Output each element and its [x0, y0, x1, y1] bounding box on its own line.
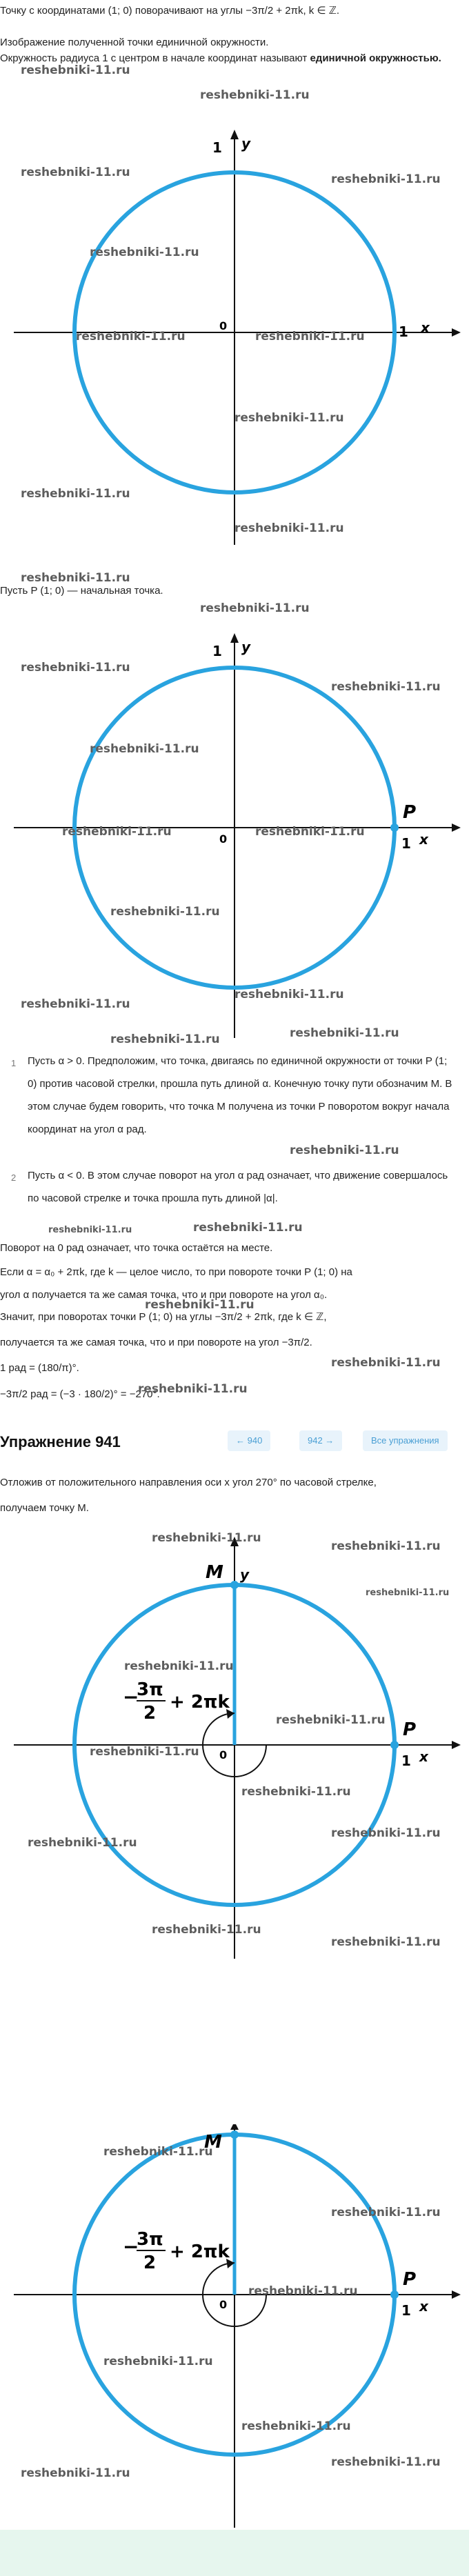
y-tick-one: 1 [212, 139, 222, 156]
watermark: reshebniki-11.ru [28, 1836, 137, 1850]
list-number: 1 [11, 1058, 17, 1068]
watermark: reshebniki-11.ru [193, 1221, 303, 1235]
point-M [230, 2130, 239, 2139]
next-exercise-button[interactable]: 942 → [299, 1430, 342, 1451]
y-axis-label: y [240, 1566, 250, 1583]
exercise-nav [0, 1428, 469, 1455]
watermark: reshebniki-11.ru [241, 1785, 351, 1799]
intro-line-1 [0, 3, 469, 19]
x-axis-arrow [452, 2290, 461, 2299]
x-axis-arrow [452, 823, 461, 832]
watermark: reshebniki-11.ru [103, 2145, 213, 2159]
watermark: reshebniki-11.ru [234, 411, 344, 425]
angle-minus: − [123, 2235, 139, 2258]
point-M-label: M [206, 1562, 223, 1583]
angle-numerator: 3π [137, 2229, 163, 2250]
watermark: reshebniki-11.ru [234, 988, 344, 1001]
x-tick-one: 1 [401, 835, 411, 852]
intro-line-3 [0, 50, 469, 66]
definition-term: единичной окружностью. [310, 52, 441, 64]
x-tick-one: 1 [401, 2302, 411, 2319]
watermark: reshebniki-11.ru [103, 2355, 213, 2368]
watermark: reshebniki-11.ru [255, 330, 365, 343]
prev-exercise-button[interactable]: ← 940 [228, 1430, 270, 1451]
watermark: reshebniki-11.ru [290, 1026, 399, 1040]
definition-text: Окружность радиуса 1 с центром в начале координат называют [0, 52, 310, 64]
watermark: reshebniki-11.ru [248, 2284, 358, 2298]
watermark: reshebniki-11.ru [110, 1032, 220, 1046]
x-axis-label: x [419, 1748, 428, 1765]
watermark: reshebniki-11.ru [366, 1588, 450, 1598]
exercise-title: Упражнение 941 [0, 1433, 121, 1450]
intro-line-2: Изображение полученной точки единичной окружности. [0, 37, 269, 48]
watermark: reshebniki-11.ru [110, 905, 220, 919]
list-item: Пусть α < 0. В этом случае поворот на угол α рад означает, что движение совершалось по часовой стрелке и точка прошла путь длиной |α|. [28, 1170, 448, 1204]
watermark: reshebniki-11.ru [331, 2206, 441, 2219]
solution-line: получаем точку M. [0, 1502, 89, 1514]
origin-label: 0 [219, 832, 228, 846]
watermark: reshebniki-11.ru [234, 521, 344, 535]
watermark: reshebniki-11.ru [145, 1298, 255, 1312]
angle-minus: − [123, 1686, 139, 1708]
watermark: reshebniki-11.ru [331, 680, 441, 694]
formula-rad: 1 рад = (180/π)°. [0, 1362, 79, 1374]
watermark: reshebniki-11.ru [290, 1144, 399, 1157]
formula-conversion: −3π/2 рад = (−3 · 180/2)° = −270°. [0, 1388, 160, 1400]
watermark: reshebniki-11.ru [138, 1382, 248, 1396]
body-line: Значит, при поворотах точки P (1; 0) на углы −3π/2 + 2πk, где k ∈ ℤ, [0, 1311, 327, 1323]
origin-label: 0 [219, 1748, 228, 1761]
x-tick-one: 1 [399, 323, 408, 340]
angle-periodic-term: + 2πk [170, 2241, 230, 2262]
watermark: reshebniki-11.ru [21, 997, 130, 1011]
watermark: reshebniki-11.ru [21, 63, 130, 77]
list-number: 2 [11, 1172, 17, 1183]
body-line: Поворот на 0 рад означает, что точка остаётся на месте. [0, 1242, 273, 1254]
watermark: reshebniki-11.ru [200, 601, 310, 615]
watermark: reshebniki-11.ru [331, 1826, 441, 1840]
watermark: reshebniki-11.ru [21, 661, 130, 675]
watermark: reshebniki-11.ru [62, 825, 172, 839]
unit-circle-figure-1 [0, 124, 469, 552]
angle-numerator: 3π [137, 1679, 163, 1700]
x-tick-one: 1 [401, 1753, 411, 1769]
y-axis-arrow [230, 130, 239, 139]
unit-circle-figure-3 [0, 1524, 469, 1966]
watermark: reshebniki-11.ru [276, 1713, 386, 1727]
watermark: reshebniki-11.ru [21, 166, 130, 179]
x-axis-label: x [419, 2298, 428, 2315]
list-item: Пусть α > 0. Предположим, что точка, двигаясь по единичной окружности от точки P (1; 0) против часовой стрелки, прошла путь длиной α. Конечную точку пути обозначим M. В этом случае будем говорить, что точка M получена из точки P поворотом вокруг начала координат на угол α рад. [28, 1055, 452, 1135]
y-axis-label: y [241, 639, 251, 655]
point-P [390, 823, 399, 832]
solution-line: Отложив от положительного направления оси x угол 270° по часовой стрелке, [0, 1477, 377, 1488]
point-P-label: P [403, 1719, 417, 1740]
x-axis-label: x [419, 831, 428, 848]
watermark: reshebniki-11.ru [331, 1539, 441, 1553]
unit-circle-figure-2 [0, 628, 469, 1041]
x-axis-arrow [452, 328, 461, 337]
watermark: reshebniki-11.ru [331, 172, 441, 186]
watermark: reshebniki-11.ru [21, 487, 130, 501]
point-P-label: P [403, 2269, 417, 2290]
watermark: reshebniki-11.ru [255, 825, 365, 839]
point-P [390, 1741, 399, 1749]
unit-circle-figure-4 [0, 2124, 469, 2531]
x-axis-label: x [421, 319, 430, 336]
watermark: reshebniki-11.ru [331, 2455, 441, 2469]
origin-label: 0 [219, 319, 228, 332]
intro-text-mid: поворачивают на углы [132, 5, 246, 17]
body-line: получается та же самая точка, что и при повороте на угол −3π/2. [0, 1337, 312, 1348]
start-point-sentence: Пусть P (1; 0) — начальная точка. [0, 585, 163, 597]
point-M [230, 1581, 239, 1589]
watermark: reshebniki-11.ru [21, 2466, 130, 2480]
watermark: reshebniki-11.ru [90, 1745, 199, 1759]
point-P-label: P [403, 802, 417, 823]
watermark: reshebniki-11.ru [90, 246, 199, 259]
watermark: reshebniki-11.ru [152, 1531, 261, 1545]
origin-label: 0 [219, 2298, 228, 2311]
y-axis-arrow [230, 633, 239, 643]
watermark: reshebniki-11.ru [21, 571, 130, 585]
watermark: reshebniki-11.ru [152, 1923, 261, 1937]
angle-denominator: 2 [143, 1703, 157, 1724]
watermark: reshebniki-11.ru [331, 1935, 441, 1949]
angle-denominator: 2 [143, 2253, 157, 2273]
y-axis-arrow [230, 1537, 239, 1546]
watermark: reshebniki-11.ru [90, 742, 199, 756]
watermark: reshebniki-11.ru [241, 2419, 351, 2433]
y-axis-label: y [241, 135, 251, 152]
point-M-label: M [204, 2132, 222, 2153]
y-tick-one: 1 [212, 643, 222, 659]
watermark: reshebniki-11.ru [76, 330, 186, 343]
intro-coords: (1; 0) [108, 5, 132, 17]
intro-formula: −3π/2 + 2πk, k ∈ ℤ. [246, 5, 340, 17]
angle-label [123, 1679, 230, 1724]
angle-periodic-term: + 2πk [170, 1692, 230, 1713]
watermark: reshebniki-11.ru [200, 88, 310, 102]
intro-text: Точку с координатами [0, 5, 108, 17]
body-line: угол α получается та же самая точка, что и при повороте на угол α₀. [0, 1289, 328, 1301]
watermark: reshebniki-11.ru [124, 1659, 234, 1673]
body-line: Если α = α₀ + 2πk, где k — целое число, то при повороте точки P (1; 0) на [0, 1266, 352, 1278]
watermark: reshebniki-11.ru [331, 1356, 441, 1370]
footer-band [0, 2530, 469, 2576]
y-axis-arrow [230, 2124, 239, 2130]
angle-label [123, 2229, 230, 2273]
watermark: reshebniki-11.ru [48, 1225, 132, 1235]
x-axis-arrow [452, 1741, 461, 1749]
all-exercises-button[interactable]: Все упражнения [363, 1430, 448, 1451]
point-P [390, 2290, 399, 2299]
